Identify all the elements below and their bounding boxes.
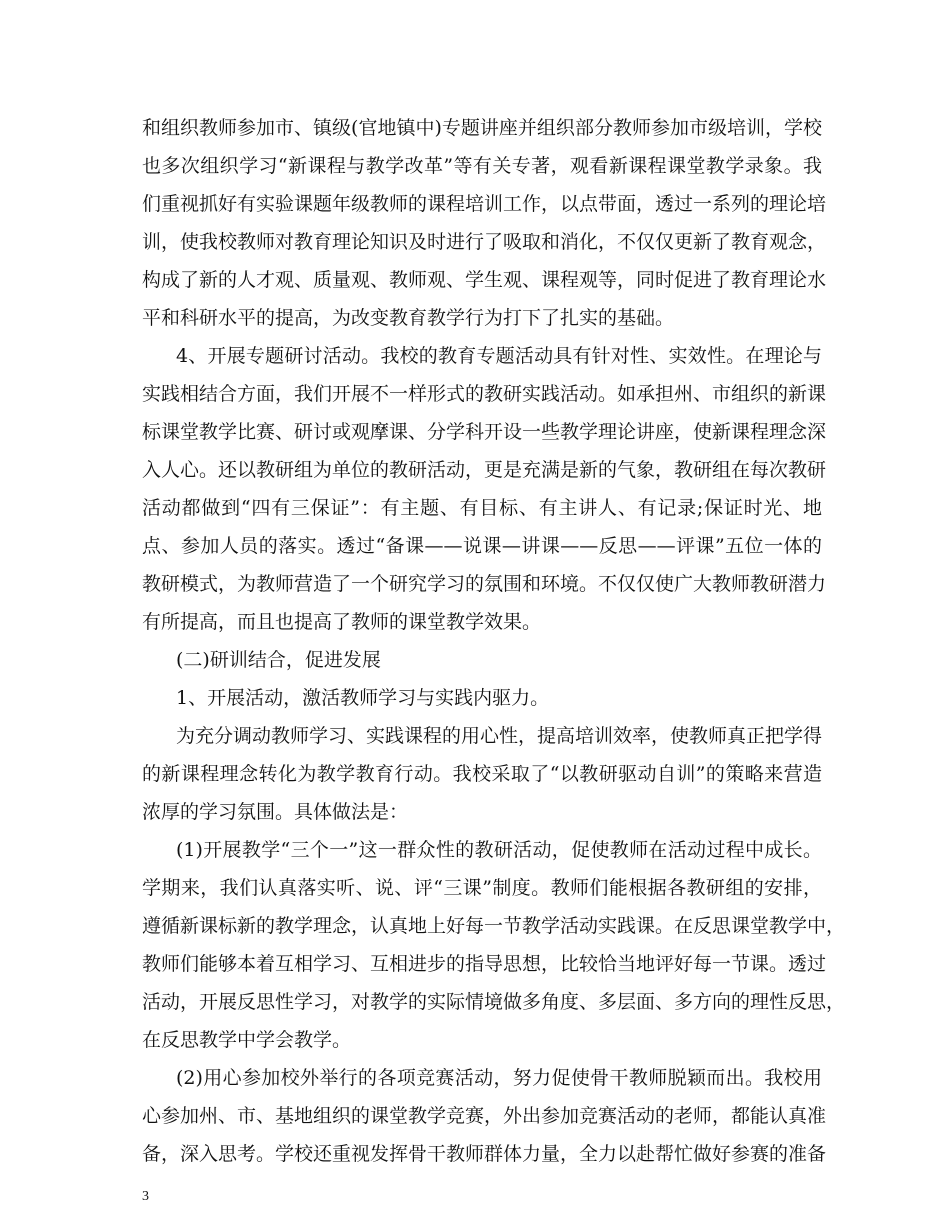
body-text-line: 标课堂教学比赛、研讨或观摩课、分学科开设一些教学理论讲座，使新课程理念深	[142, 421, 827, 443]
body-text-line: 构成了新的人才观、质量观、教师观、学生观、课程观等，同时促进了教育理论水	[142, 269, 827, 291]
body-text-line: 和组织教师参加市、镇级(官地镇中)专题讲座并组织部分教师参加市级培训，学校	[142, 117, 822, 139]
page-number: 3	[142, 1189, 149, 1204]
paragraph-first-line: (2)用心参加校外举行的各项竞赛活动，努力促使骨干教师脱颖而出。我校用	[176, 1067, 822, 1089]
body-text-line: 实践相结合方面，我们开展不一样形式的教研实践活动。如承担州、市组织的新课	[142, 383, 827, 405]
body-text-line: 有所提高，而且也提高了教师的课堂教学效果。	[142, 611, 542, 633]
body-text-line: 入人心。还以教研组为单位的教研活动，更是充满是新的气象，教研组在每次教研	[142, 459, 827, 481]
body-text-line: 浓厚的学习氛围。具体做法是：	[142, 801, 409, 823]
body-text-line: 备，深入思考。学校还重视发挥骨干教师群体力量，全力以赴帮忙做好参赛的准备	[142, 1143, 827, 1165]
subsection-heading: 1、开展活动，激活教师学习与实践内驱力。	[176, 687, 550, 709]
body-text-line: 学期来，我们认真落实听、说、评“三课”制度。教师们能根据各教研组的安排，	[142, 877, 822, 899]
paragraph-first-line: 为充分调动教师学习、实践课程的用心性，提高培训效率，使教师真正把学得	[176, 725, 823, 747]
paragraph-first-line: 4、开展专题研讨活动。我校的教育专题活动具有针对性、实效性。在理论与	[176, 345, 822, 367]
body-text-line: 教师们能够本着互相学习、互相进步的指导思想，比较恰当地评好每一节课。透过	[142, 953, 827, 975]
body-text-line: 平和科研水平的提高，为改变教育教学行为打下了扎实的基础。	[142, 307, 675, 329]
body-text-line: 点、参加人员的落实。透过“备课——说课—讲课——反思——评课”五位一体的	[142, 535, 822, 557]
body-text-line: 也多次组织学习“新课程与教学改革”等有关专著，观看新课程课堂教学录象。我	[142, 155, 822, 177]
body-text-line: 们重视抓好有实验课题年级教师的课程培训工作，以点带面，透过一系列的理论培	[142, 193, 827, 215]
body-text-line: 遵循新课标新的教学理念，认真地上好每一节教学活动实践课。在反思课堂教学中，	[142, 915, 846, 937]
body-text-line: 活动都做到“四有三保证”：有主题、有目标、有主讲人、有记录;保证时光、地	[142, 497, 822, 519]
body-text-line: 心参加州、市、基地组织的课堂教学竞赛，外出参加竞赛活动的老师，都能认真准	[142, 1105, 827, 1127]
section-heading: (二)研训结合，促进发展	[176, 649, 381, 671]
body-text-line: 教研模式，为教师营造了一个研究学习的氛围和环境。不仅仅使广大教师教研潜力	[142, 573, 827, 595]
body-text-line: 活动，开展反思性学习，对教学的实际情境做多角度、多层面、多方向的理性反思，	[142, 991, 846, 1013]
body-text-line: 的新课程理念转化为教学教育行动。我校采取了“以教研驱动自训”的策略来营造	[142, 763, 822, 785]
body-text-line: 训，使我校教师对教育理论知识及时进行了吸取和消化，不仅仅更新了教育观念，	[142, 231, 827, 253]
paragraph-first-line: (1)开展教学“三个一”这一群众性的教研活动，促使教师在活动过程中成长。	[176, 839, 822, 861]
body-text-line: 在反思教学中学会教学。	[142, 1029, 352, 1051]
